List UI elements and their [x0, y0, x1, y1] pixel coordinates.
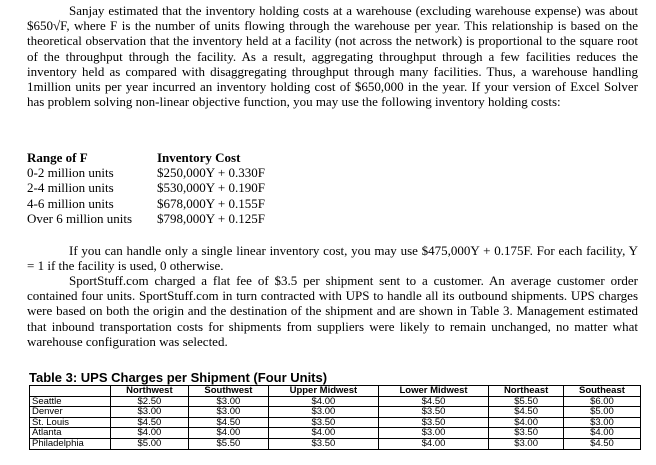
- charge-cell: $3.00: [188, 407, 268, 418]
- cost-cell: $678,000Y + 0.155F: [157, 195, 265, 211]
- ups-table-title: Table 3: UPS Charges per Shipment (Four Units): [29, 370, 328, 385]
- charge-cell: $4.50: [378, 396, 489, 407]
- charge-cell: $4.50: [489, 407, 564, 418]
- charge-cell: $3.50: [489, 428, 564, 439]
- range-cell: Over 6 million units: [27, 210, 133, 226]
- range-header: Range of F: [27, 150, 88, 165]
- charge-cell: $5.50: [489, 396, 564, 407]
- column-header: Southwest: [188, 386, 268, 397]
- inventory-cost-header: [27, 150, 357, 165]
- inventory-cost-row: [27, 165, 357, 180]
- city-cell: Philadelphia: [30, 438, 111, 449]
- inventory-cost-row: [27, 180, 357, 195]
- cost-cell: $250,000Y + 0.330F: [157, 165, 265, 181]
- table-row: [30, 407, 641, 418]
- charge-cell: $5.00: [111, 438, 189, 449]
- column-header: Upper Midwest: [269, 386, 379, 397]
- charge-cell: $3.00: [489, 438, 564, 449]
- charge-cell: $5.00: [563, 407, 640, 418]
- table-row: [30, 428, 641, 439]
- charge-cell: $3.00: [563, 417, 640, 428]
- charge-cell: $6.00: [563, 396, 640, 407]
- column-header: Northwest: [111, 386, 189, 397]
- inventory-cost-row: [27, 211, 357, 226]
- charge-cell: $2.50: [111, 396, 189, 407]
- inventory-cost-table: [27, 150, 357, 226]
- charge-cell: $4.00: [489, 417, 564, 428]
- ups-charges-table: [29, 385, 641, 450]
- table-row: [30, 417, 641, 428]
- charge-cell: $3.50: [269, 417, 379, 428]
- charge-cell: $4.00: [269, 428, 379, 439]
- charge-cell: $3.00: [269, 407, 379, 418]
- charge-cell: $3.50: [378, 417, 489, 428]
- charge-cell: $4.00: [111, 428, 189, 439]
- charge-cell: $3.50: [378, 407, 489, 418]
- charge-cell: $4.50: [563, 438, 640, 449]
- charge-cell: $4.00: [378, 438, 489, 449]
- charge-cell: $4.50: [111, 417, 189, 428]
- inventory-cost-paragraph: Sanjay estimated that the inventory holding costs at a warehouse (excluding warehouse expense) was about $650√F, where F is the number of units flowing through the warehouse per year. This relationship is based on the theoretical observation that the inventory held at a facility (not across the network) is proportional to the square root of the throughput through the facility. As a result, aggregating throughput through a few facilities reduces the inventory held as compared with disaggregating throughput through many facilities. Thus, a warehouse handling 1million units per year incurred an inventory holding cost of $650,000 in the year. If your version of Excel Solver has problem solving non-linear objective function, you may use the following inventory holding costs:: [27, 3, 638, 110]
- column-header: Northeast: [489, 386, 564, 397]
- charge-cell: $3.00: [188, 396, 268, 407]
- table-row: [30, 438, 641, 449]
- cost-cell: $530,000Y + 0.190F: [157, 180, 265, 196]
- cost-header: Inventory Cost: [157, 150, 241, 165]
- range-cell: 2-4 million units: [27, 180, 114, 196]
- charge-cell: $4.00: [563, 428, 640, 439]
- range-cell: 0-2 million units: [27, 165, 114, 181]
- shipping-paragraph: SportStuff.com charged a flat fee of $3.5 per shipment sent to a customer. An average customer order contained four units. SportStuff.com in turn contracted with UPS to handle all its outbound shipments. UPS charges were based on both the origin and the destination of the shipment and are shown in Table 3. Management estimated that inbound transportation costs for shipments from suppliers were likely to remain unchanged, no matter what warehouse configuration was selected.: [27, 273, 638, 349]
- charge-cell: $3.50: [269, 438, 379, 449]
- city-cell: Seattle: [30, 396, 111, 407]
- charge-cell: $4.00: [188, 428, 268, 439]
- column-header: Southeast: [563, 386, 640, 397]
- inventory-cost-row: [27, 196, 357, 211]
- column-header: Lower Midwest: [378, 386, 489, 397]
- charge-cell: $5.50: [188, 438, 268, 449]
- city-cell: St. Louis: [30, 417, 111, 428]
- ups-header-row: [30, 386, 641, 397]
- table-row: [30, 396, 641, 407]
- city-cell: Atlanta: [30, 428, 111, 439]
- charge-cell: $3.00: [378, 428, 489, 439]
- charge-cell: $3.00: [111, 407, 189, 418]
- city-cell: Denver: [30, 407, 111, 418]
- charge-cell: $4.00: [269, 396, 379, 407]
- linear-cost-paragraph: If you can handle only a single linear inventory cost, you may use $475,000Y + 0.175F. For each facility, Y = 1 if the facility is used, 0 otherwise.: [27, 243, 638, 274]
- corner-header: [30, 386, 111, 397]
- cost-cell: $798,000Y + 0.125F: [157, 210, 265, 226]
- range-cell: 4-6 million units: [27, 195, 114, 211]
- charge-cell: $4.50: [188, 417, 268, 428]
